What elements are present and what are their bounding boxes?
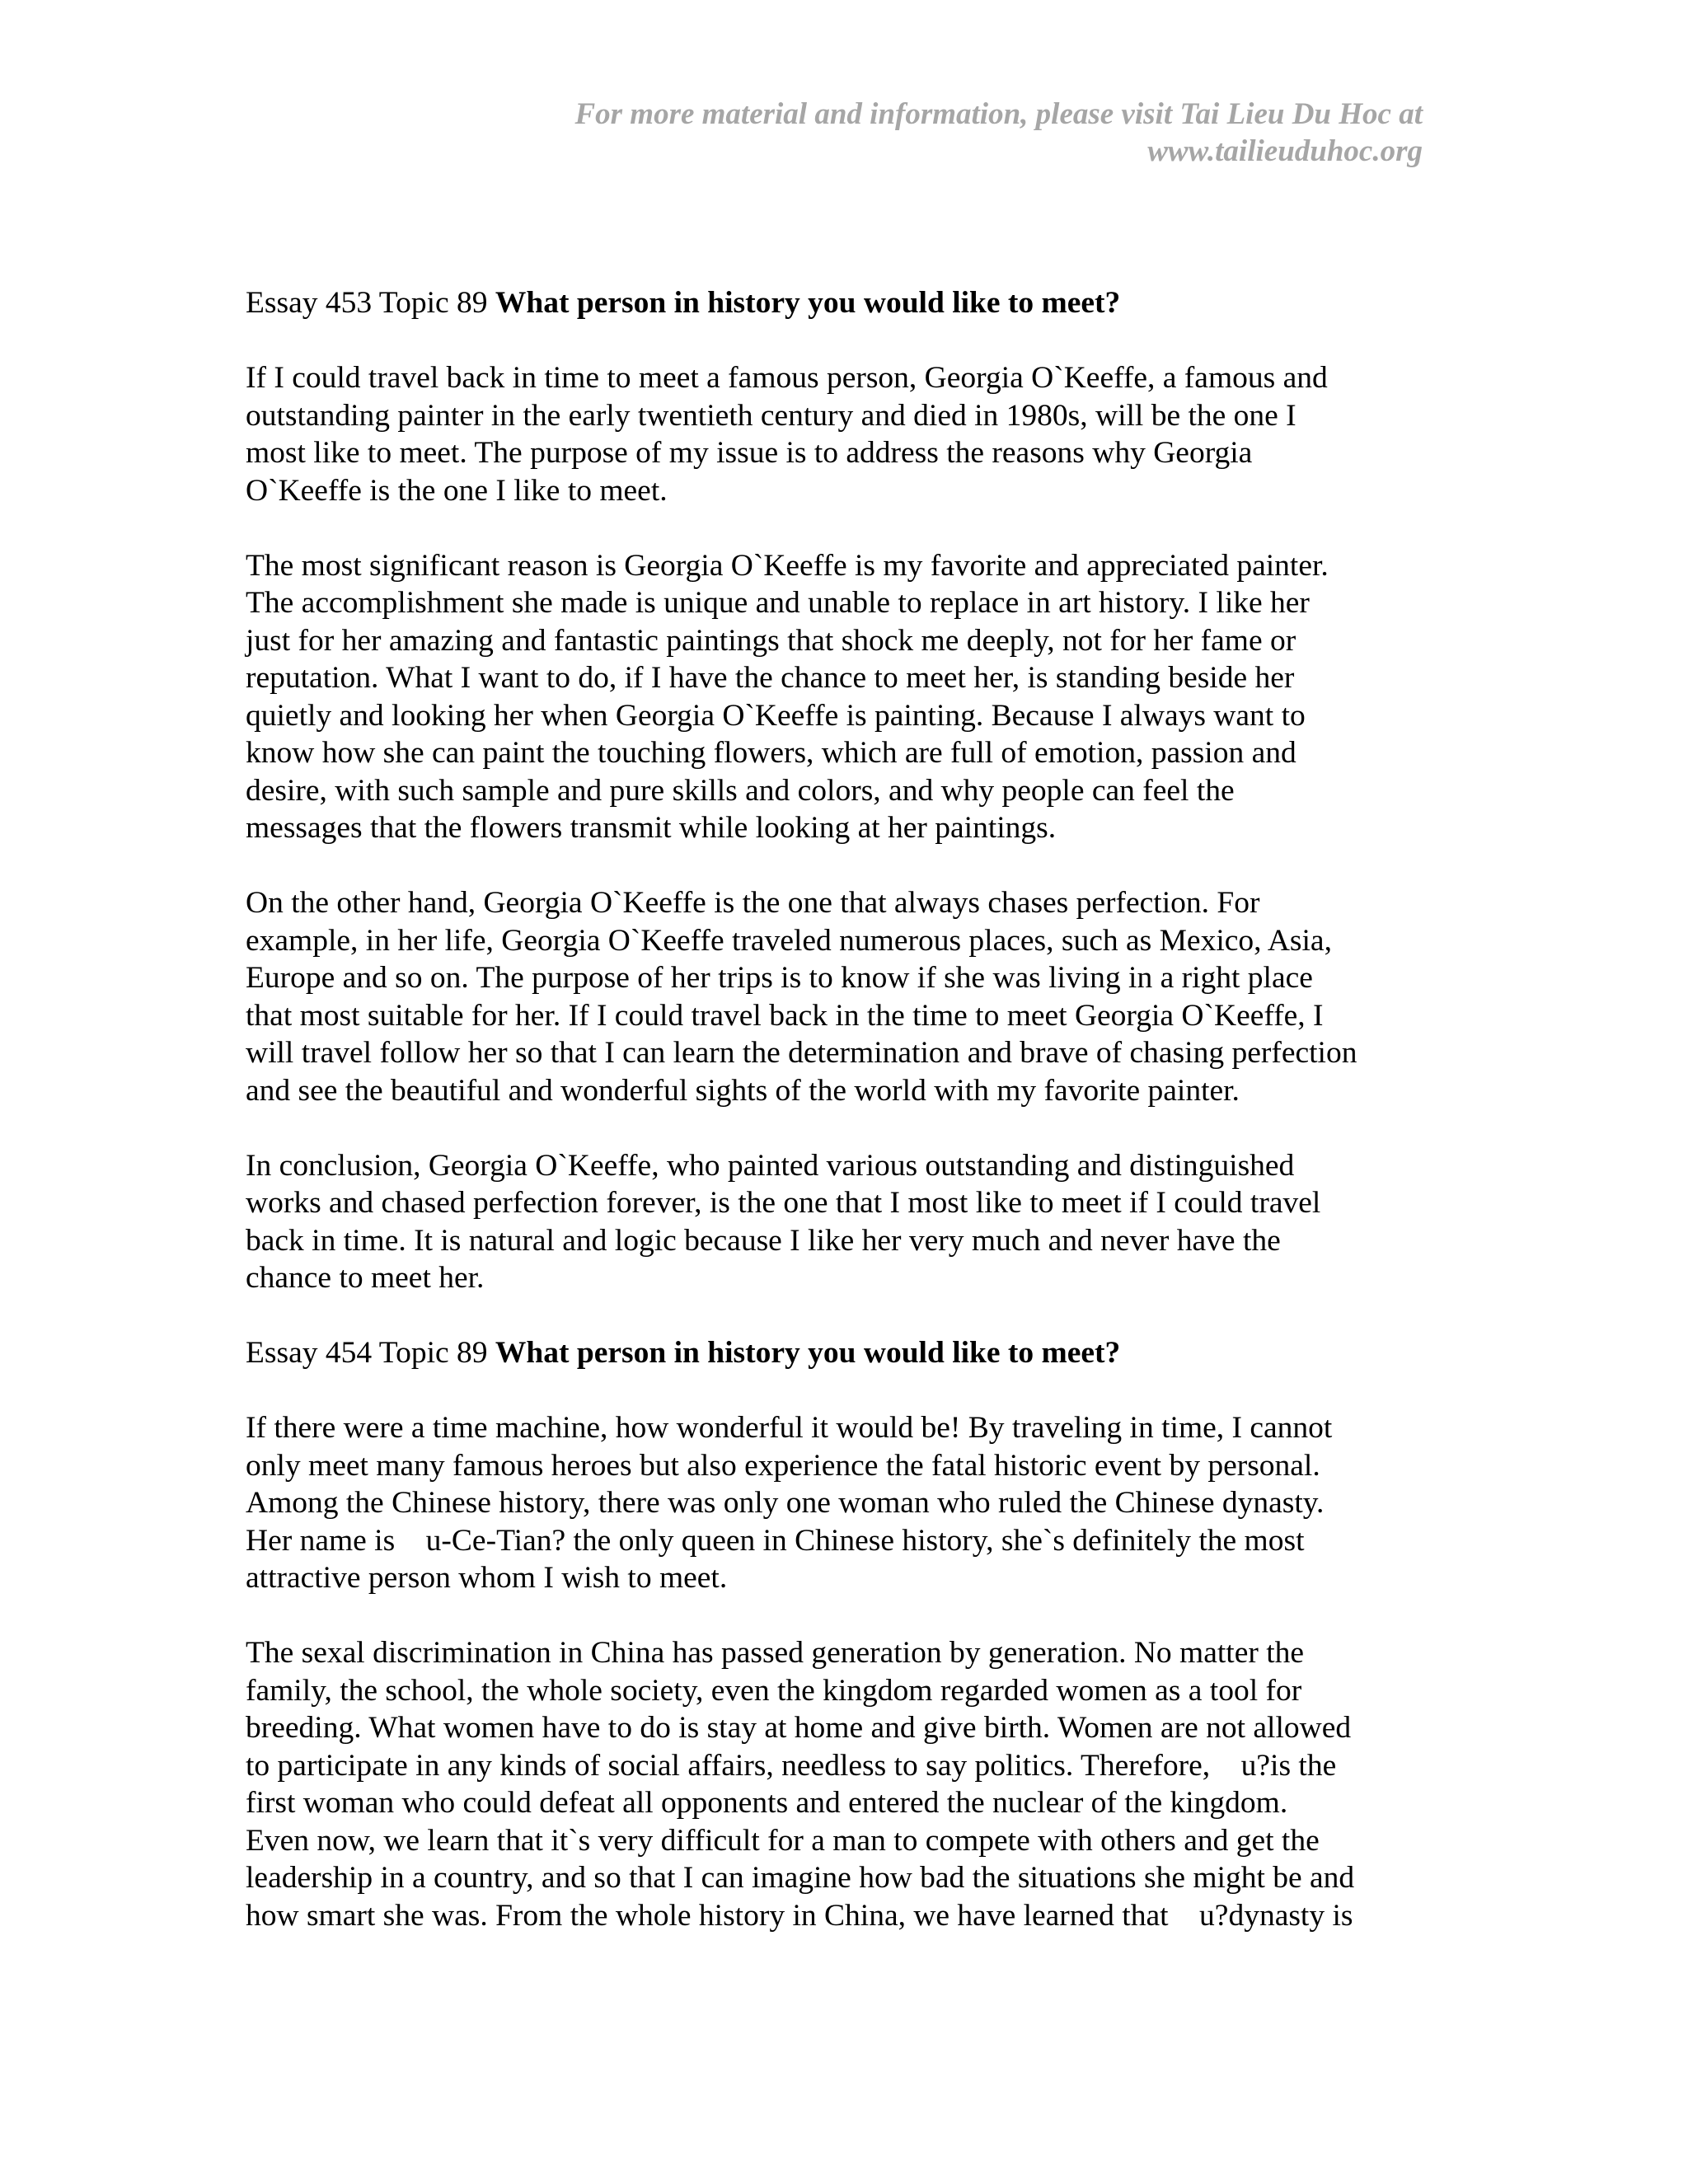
paragraph-line: reputation. What I want to do, if I have the chance to meet her, is standing beside her	[246, 661, 1295, 695]
paragraph-line: know how she can paint the touching flowers, which are full of emotion, passion and	[246, 736, 1296, 770]
paragraph-line: first woman who could defeat all opponents and entered the nuclear of the kingdom.	[246, 1786, 1288, 1820]
paragraph-gap	[246, 1297, 1449, 1335]
paragraph-line: quietly and looking her when Georgia O`Keeffe is painting. Because I always want to	[246, 698, 1306, 733]
paragraph-line: works and chased perfection forever, is the one that I most like to meet if I could travel	[246, 1186, 1321, 1220]
paragraph-line: The most significant reason is Georgia O`Keeffe is my favorite and appreciated painter.	[246, 548, 1329, 583]
paragraph-line: In conclusion, Georgia O`Keeffe, who painted various outstanding and distinguished	[246, 1148, 1295, 1183]
paragraph-line: family, the school, the whole society, even the kingdom regarded women as a tool for	[246, 1673, 1302, 1708]
essay-title: What person in history you would like to meet?	[495, 1336, 1121, 1370]
document-body	[246, 284, 1449, 1934]
header-line-2: www.tailieuduhoc.org	[1147, 134, 1423, 168]
essay-paragraph	[246, 1147, 1449, 1297]
paragraph-gap	[246, 1109, 1449, 1147]
essay-heading	[246, 1334, 1449, 1372]
paragraph-line: how smart she was. From the whole history in China, we have learned that u?dynasty is	[246, 1898, 1353, 1933]
essay-paragraph	[246, 547, 1449, 847]
paragraph-line: just for her amazing and fantastic paintings that shock me deeply, not for her fame or	[246, 623, 1296, 658]
essay-paragraph	[246, 1409, 1449, 1597]
paragraph-line: Among the Chinese history, there was only one woman who ruled the Chinese dynasty.	[246, 1486, 1325, 1520]
paragraph-line: will travel follow her so that I can learn the determination and brave of chasing perfection	[246, 1036, 1357, 1070]
essay-paragraph	[246, 359, 1449, 509]
paragraph-line: Even now, we learn that it`s very difficult for a man to compete with others and get the	[246, 1823, 1320, 1858]
paragraph-line: leadership in a country, and so that I can imagine how bad the situations she might be and	[246, 1861, 1355, 1895]
essay-number-topic: Essay 454 Topic 89	[246, 1336, 495, 1370]
paragraph-line: The sexal discrimination in China has passed generation by generation. No matter the	[246, 1636, 1305, 1670]
paragraph-gap	[246, 322, 1449, 360]
paragraph-line: attractive person whom I wish to meet.	[246, 1561, 728, 1595]
paragraph-line: most like to meet. The purpose of my issue is to address the reasons why Georgia	[246, 436, 1253, 470]
paragraph-line: messages that the flowers transmit while looking at her paintings.	[246, 811, 1057, 845]
header-line-1: For more material and information, please visit Tai Lieu Du Hoc at	[574, 97, 1423, 131]
paragraph-line: If there were a time machine, how wonderful it would be! By traveling in time, I cannot	[246, 1411, 1333, 1445]
paragraph-line: desire, with such sample and pure skills and colors, and why people can feel the	[246, 773, 1235, 808]
paragraph-line: On the other hand, Georgia O`Keeffe is the one that always chases perfection. For	[246, 886, 1260, 920]
paragraph-gap	[246, 847, 1449, 885]
paragraph-gap	[246, 1597, 1449, 1635]
essay-paragraph	[246, 1634, 1449, 1934]
paragraph-line: Her name is u-Ce-Tian? the only queen in Chinese history, she`s definitely the most	[246, 1523, 1305, 1558]
paragraph-line: Europe and so on. The purpose of her trips is to know if she was living in a right place	[246, 961, 1313, 995]
essay-heading	[246, 284, 1449, 322]
paragraph-line: only meet many famous heroes but also experience the fatal historic event by personal.	[246, 1448, 1320, 1483]
essay-paragraph	[246, 884, 1449, 1109]
paragraph-line: back in time. It is natural and logic because I like her very much and never have the	[246, 1223, 1281, 1258]
paragraph-line: outstanding painter in the early twentieth century and died in 1980s, will be the one I	[246, 398, 1296, 433]
paragraph-line: that most suitable for her. If I could travel back in the time to meet Georgia O`Keeffe, I	[246, 998, 1324, 1033]
header-watermark-note	[434, 96, 1423, 170]
paragraph-gap	[246, 509, 1449, 547]
essay-number-topic: Essay 453 Topic 89	[246, 286, 495, 320]
paragraph-gap	[246, 1372, 1449, 1410]
paragraph-line: O`Keeffe is the one I like to meet.	[246, 473, 668, 508]
paragraph-line: chance to meet her.	[246, 1261, 485, 1295]
paragraph-line: example, in her life, Georgia O`Keeffe traveled numerous places, such as Mexico, Asia,	[246, 923, 1332, 958]
paragraph-line: breeding. What women have to do is stay at home and give birth. Women are not allowed	[246, 1711, 1352, 1745]
paragraph-line: If I could travel back in time to meet a famous person, Georgia O`Keeffe, a famous and	[246, 361, 1328, 395]
essay-title: What person in history you would like to meet?	[495, 286, 1121, 320]
paragraph-line: to participate in any kinds of social affairs, needless to say politics. Therefore, u?is the	[246, 1748, 1337, 1783]
paragraph-line: The accomplishment she made is unique and unable to replace in art history. I like her	[246, 586, 1310, 620]
paragraph-line: and see the beautiful and wonderful sights of the world with my favorite painter.	[246, 1073, 1240, 1108]
